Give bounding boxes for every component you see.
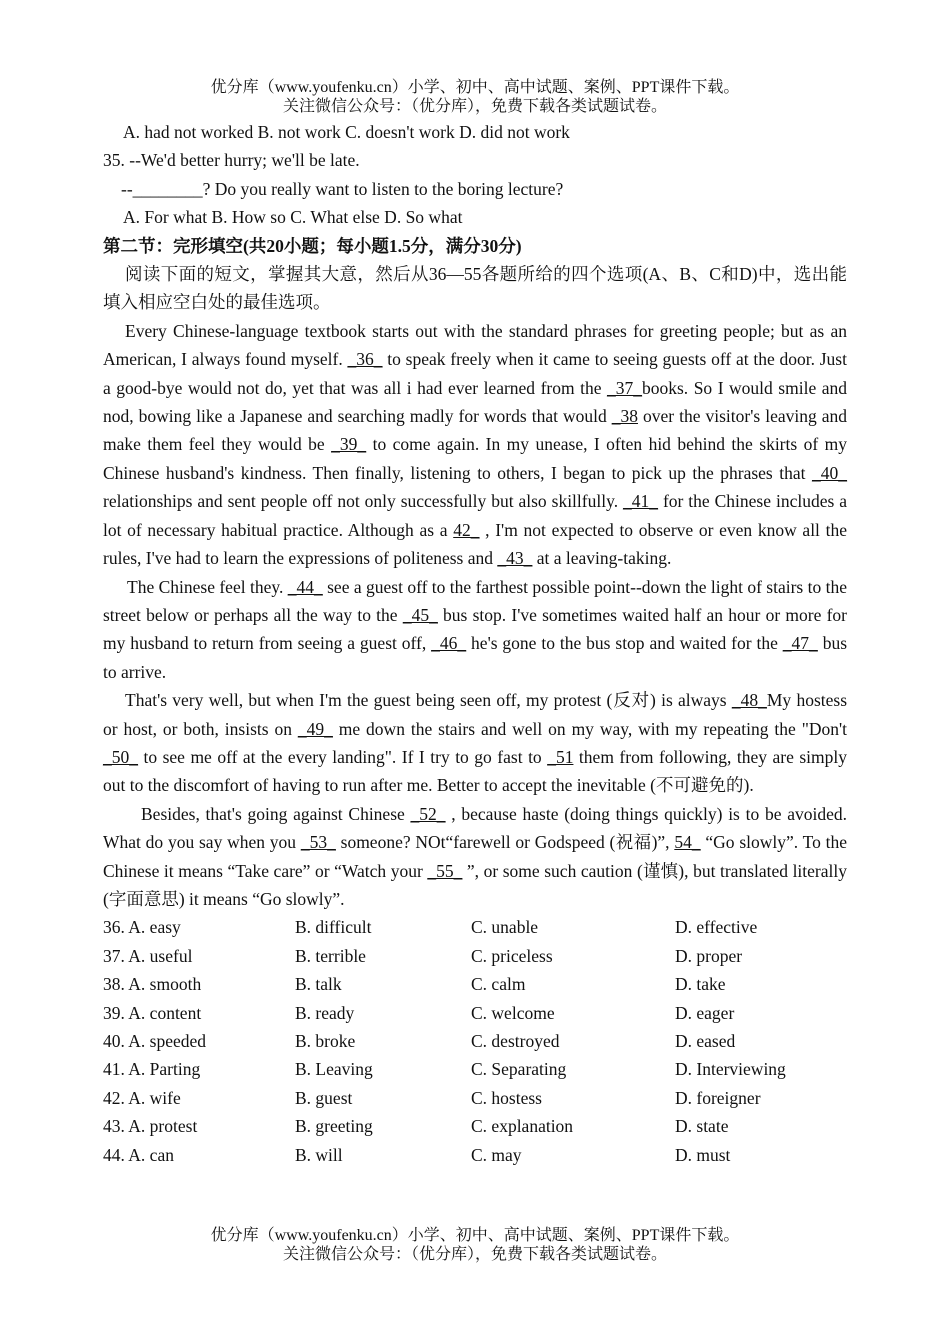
blank-43: _43_	[497, 548, 533, 569]
blank-41: _41_	[623, 491, 659, 512]
option-d: D. effective	[675, 917, 758, 938]
passage-text: at a leaving-taking.	[532, 548, 672, 569]
passage-text: see a guest off to the farthest possible point--down the light of stairs to the street below or perhaps all the way to the	[103, 576, 847, 625]
option-row-36	[103, 913, 847, 941]
passage-text: , I'm not expected to observe or even know all the rules, I've had to learn the expressions of politeness and	[103, 519, 847, 569]
q35-reply: --________? Do you really want to listen to the boring lecture?	[121, 178, 564, 199]
passage-text: Besides, that's going against Chinese	[141, 803, 411, 824]
option-d: D. state	[675, 1116, 729, 1137]
option-d: D. Interviewing	[675, 1059, 786, 1080]
option-a: 39. A. content	[103, 1002, 202, 1023]
option-c: C. may	[471, 1144, 522, 1165]
option-d: D. proper	[675, 945, 743, 966]
option-row-40	[103, 1027, 847, 1055]
passage-text: he's gone to the bus stop and waited for the	[466, 633, 783, 654]
option-b: B. guest	[295, 1087, 353, 1108]
option-row-44	[103, 1141, 847, 1169]
option-b: B. broke	[295, 1031, 356, 1051]
option-a: 37. A. useful	[103, 945, 193, 966]
option-c: C. priceless	[471, 945, 553, 966]
option-c: C. explanation	[471, 1116, 574, 1137]
header-line-2: 关注微信公众号：（优分库），免费下载各类试题试卷。	[282, 98, 667, 115]
passage-paragraph-2	[103, 573, 847, 687]
passage-text: relationships and sent people off not only successfully but also skillfully.	[103, 491, 624, 512]
passage-text: Every Chinese-language textbook starts out with the standard phrases for greeting people; but as an American, I always found myself.	[103, 320, 847, 370]
blank-50: _50_	[103, 746, 138, 767]
blank-44: _44_	[287, 576, 323, 597]
option-d: D. eager	[675, 1002, 735, 1023]
passage-text: My hostess or host, or both, insists on	[103, 690, 847, 739]
blank-51: _51	[547, 746, 574, 767]
option-d: D. must	[675, 1144, 731, 1165]
blank-40: _40_	[812, 462, 847, 483]
passage-text: to speak freely when it came to seeing guests off at the door. Just a good-bye would not do, yet that was all i had ever learned from the	[103, 349, 847, 398]
passage-text: , because haste (doing things quickly) is to be avoided. What do you say when you	[103, 803, 847, 853]
passage-paragraph-4	[103, 800, 847, 914]
blank-49: _49_	[297, 718, 333, 739]
option-b: B. will	[295, 1144, 343, 1165]
option-row-37	[103, 942, 847, 970]
option-c: C. Separating	[471, 1059, 567, 1080]
option-a: 42. A. wife	[103, 1087, 181, 1108]
section-instruction: 阅读下面的短文，掌握其大意，然后从36—55各题所给的四个选项(A、B、C和D)中，选出能填入相应空白处的最佳选项。	[103, 264, 847, 313]
passage-paragraph-3	[103, 686, 847, 800]
blank-54: 54_	[674, 832, 701, 853]
blank-39: _39_	[331, 434, 367, 455]
option-c: C. calm	[471, 974, 526, 995]
option-d: D. take	[675, 974, 726, 995]
page-footer	[0, 1226, 950, 1264]
blank-52: _52_	[410, 803, 446, 824]
option-b: B. difficult	[295, 917, 372, 938]
footer-line-1: 优分库（www.youfenku.cn）小学、初中、高中试题、案例、PPT课件下载。	[210, 1227, 740, 1244]
option-a: 43. A. protest	[103, 1116, 198, 1137]
passage-text: someone? NOt“farewell or Godspeed (祝福)”,	[335, 832, 675, 853]
option-row-43	[103, 1112, 847, 1140]
option-row-42	[103, 1084, 847, 1112]
q34-options: A. had not worked B. not work C. doesn't work D. did not work	[123, 122, 570, 142]
blank-37: _37_	[607, 377, 642, 398]
option-a: 40. A. speeded	[103, 1031, 207, 1051]
passage-text: to see me off at the every landing". If I try to go fast to	[138, 746, 548, 767]
passage-paragraph-1	[103, 317, 847, 573]
passage-text: to come again. In my unease, I often hid behind the skirts of my Chinese husband's kindness. Then finally, listening to others, I began to pick up the phrases that	[103, 434, 847, 483]
passage-text: them from following, they are simply out to the discomfort of having to run after me. Better to accept the inevitable (不可避免的).	[103, 746, 847, 796]
option-b: B. ready	[295, 1002, 355, 1023]
option-a: 38. A. smooth	[103, 974, 202, 995]
blank-36: _36_	[347, 349, 383, 370]
passage-text: bus stop. I've sometimes waited half an hour or more for my husband to return from seeing a guest off,	[103, 604, 847, 654]
option-c: C. destroyed	[471, 1031, 560, 1051]
blank-47: _47_	[782, 633, 818, 654]
blank-42: 42_	[453, 519, 480, 540]
document-body	[103, 118, 847, 1169]
section-title: 第二节：完形填空(共20小题；每小题1.5分，满分30分)	[103, 235, 522, 256]
q35-stem: 35. --We'd better hurry; we'll be late.	[103, 150, 360, 171]
option-c: C. welcome	[471, 1002, 555, 1023]
option-c: C. hostess	[471, 1087, 542, 1108]
option-b: B. greeting	[295, 1116, 373, 1137]
passage-text: ”, or some such caution (谨慎), but translated literally (字面意思) it means “Go slowly”.	[103, 860, 847, 909]
option-d: D. foreigner	[675, 1087, 761, 1108]
blank-48: _48_	[731, 690, 767, 711]
page-header	[0, 78, 950, 116]
blank-45: _45_	[402, 604, 438, 625]
passage-text: The Chinese feel they.	[127, 576, 288, 597]
option-b: B. terrible	[295, 945, 366, 966]
option-b: B. talk	[295, 974, 342, 995]
passage-text: bus to arrive.	[103, 633, 847, 682]
passage-text: “Go slowly”. To the Chinese it means “Take care” or “Watch your	[103, 832, 847, 881]
passage-text: That's very well, but when I'm the guest being seen off, my protest (反对) is always	[125, 690, 732, 711]
option-b: B. Leaving	[295, 1059, 373, 1080]
header-line-1: 优分库（www.youfenku.cn）小学、初中、高中试题、案例、PPT课件下载。	[210, 79, 740, 96]
blank-46: _46_	[431, 633, 467, 654]
footer-line-2: 关注微信公众号：（优分库），免费下载各类试题试卷。	[282, 1246, 667, 1263]
passage-text: me down the stairs and well on my way, with my repeating the "Don't	[332, 718, 847, 739]
option-row-38	[103, 970, 847, 998]
option-a: 36. A. easy	[103, 917, 181, 938]
option-row-39	[103, 999, 847, 1027]
answer-options	[103, 913, 847, 1169]
blank-53: _53_	[300, 832, 336, 853]
option-d: D. eased	[675, 1031, 736, 1051]
blank-38: _38	[611, 406, 638, 427]
option-row-41	[103, 1055, 847, 1083]
option-a: 44. A. can	[103, 1144, 174, 1165]
blank-55: _55_	[427, 860, 463, 881]
option-a: 41. A. Parting	[103, 1059, 201, 1080]
q35-options: A. For what B. How so C. What else D. So what	[123, 207, 463, 228]
passage-text: books. So I would smile and nod, bowing like a Japanese and searching madly for words that would	[103, 377, 847, 427]
passage-text: over the visitor's leaving and make them feel they would be	[103, 406, 847, 455]
passage-text: for the Chinese includes a lot of necessary habitual practice. Although as a	[103, 491, 847, 540]
option-c: C. unable	[471, 917, 539, 938]
